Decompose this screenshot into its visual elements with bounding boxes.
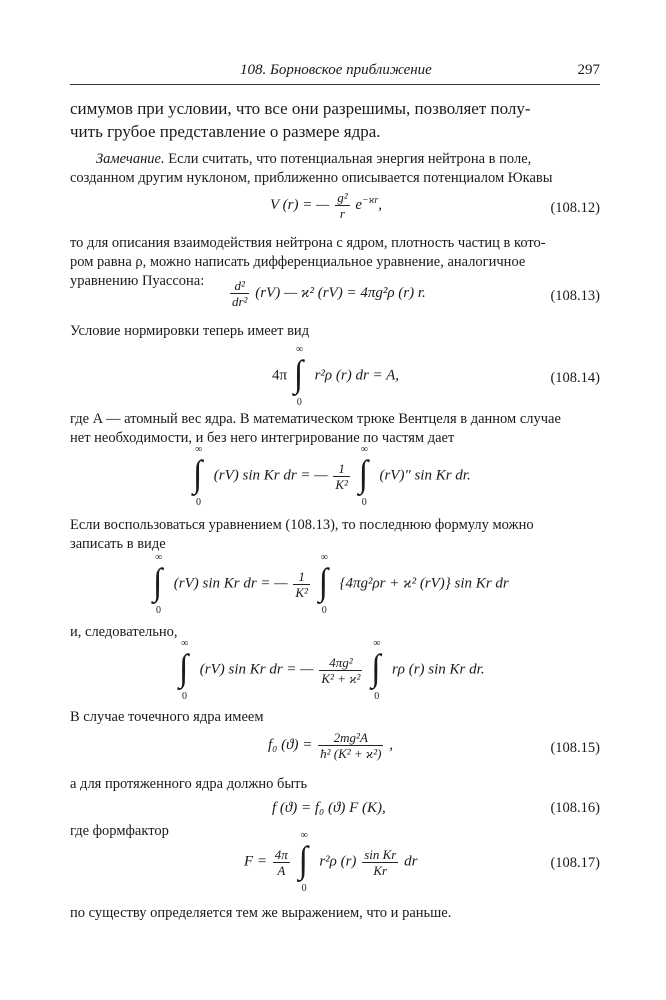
text-line: где A — атомный вес ядра. В математическом трюке Вентцеля в данном случае <box>70 411 561 427</box>
numerator: 4π <box>274 846 288 862</box>
integral-sign: ∞ ∫ 0 <box>358 444 369 508</box>
integral-sign: ∞ ∫ 0 <box>293 344 304 408</box>
denominator: ħ² (K² + ϰ²) <box>320 746 382 761</box>
integral-sign: ∞ ∫ 0 <box>153 552 163 616</box>
numerator: g² <box>337 190 348 205</box>
fraction <box>273 847 290 878</box>
fraction <box>319 655 362 686</box>
text-line: ром равна ρ, можно написать дифференциальное уравнение, аналогичное <box>70 254 526 270</box>
text-fragment: Если считать, что потенциальная энергия нейтрона в поле, <box>164 151 532 167</box>
text-line: уравнению Пуассона: <box>70 273 205 289</box>
section-title: 108. Борновское приближение <box>240 62 432 78</box>
fraction <box>362 847 398 878</box>
integral-sign: ∞ ∫ 0 <box>298 830 308 894</box>
eq-term: (rV) sin Kr dr = — <box>173 575 288 592</box>
equation-number: (108.14) <box>550 370 600 386</box>
eq-term: rρ (r) sin Kr dr. <box>391 661 485 678</box>
paragraph-5 <box>70 410 600 448</box>
fraction <box>318 730 383 761</box>
eq-term: (rV) sin Kr dr = — <box>213 467 328 484</box>
eq-term: F = <box>244 853 268 870</box>
eq-term: (rV) — ϰ² (rV) = 4πg²ρ (r) r. <box>255 284 426 301</box>
text-line: В случае точечного ядра имеем <box>70 709 264 725</box>
denominator: Kr <box>373 862 388 878</box>
fraction <box>293 569 310 600</box>
denominator: K² + ϰ² <box>321 670 361 686</box>
eq-term: , <box>389 736 393 753</box>
integral-sign: ∞ ∫ 0 <box>318 552 329 616</box>
running-header <box>70 62 600 82</box>
equation-number: (108.15) <box>550 740 600 756</box>
integral-sign: ∞ ∫ 0 <box>193 444 203 508</box>
numerator: 1 <box>333 461 350 477</box>
equation-substituted <box>150 552 509 616</box>
numerator: d² <box>230 278 249 294</box>
eq-term: r²ρ (r) dr = A, <box>314 367 400 384</box>
denominator: dr² <box>232 294 248 309</box>
equation-108-12 <box>270 190 382 221</box>
paragraph-9 <box>70 775 600 794</box>
numerator: sin Kr <box>364 846 397 862</box>
eq-term: (rV)″ sin Kr dr. <box>379 467 471 484</box>
eq-term: f (ϑ) = f₀ (ϑ) F (K), <box>272 800 386 816</box>
text-line: записать в виде <box>70 536 166 552</box>
header-rule <box>70 84 600 85</box>
text-line: по существу определяется тем же выражением, что и раньше. <box>70 905 452 921</box>
text-line: нет необходимости, и без него интегрирование по частям дает <box>70 430 455 446</box>
fraction <box>333 461 350 492</box>
eq-term: , <box>378 196 383 213</box>
paragraph-1 <box>70 97 600 143</box>
paragraph-11 <box>70 904 600 923</box>
denominator: r <box>339 206 345 221</box>
eq-term: V (r) = — <box>270 196 330 213</box>
equation-number: (108.17) <box>550 855 600 871</box>
fraction <box>335 190 349 221</box>
eq-term: 4π <box>272 367 288 384</box>
text-line: где формфактор <box>70 823 169 839</box>
text-line: Условие нормировки теперь имеет вид <box>70 323 310 339</box>
text-line <box>70 150 600 169</box>
text-line: то для описания взаимодействия нейтрона с ядром, плотность частиц в кото- <box>70 235 546 251</box>
equation-108-14 <box>272 344 400 408</box>
exponent: −ϰr <box>362 194 379 206</box>
text-line: созданном другим нуклоном, приближенно описывается потенциалом Юкавы <box>70 170 553 186</box>
integral-sign: ∞ ∫ 0 <box>179 638 189 702</box>
numerator: 1 <box>293 569 310 585</box>
equation-result <box>176 638 485 702</box>
eq-term: f₀ (ϑ) = <box>268 736 313 753</box>
equation-108-17 <box>244 830 418 894</box>
page-number: 297 <box>577 62 600 78</box>
text-line: а для протяженного ядра должно быть <box>70 776 308 792</box>
text-line: и, следовательно, <box>70 624 178 640</box>
equation-108-13 <box>228 278 426 309</box>
numerator: 4πg² <box>319 655 362 671</box>
eq-term: e <box>355 196 363 213</box>
remark-label: Замечание. <box>96 151 165 167</box>
denominator: K² <box>335 476 348 492</box>
equation-108-15 <box>268 730 393 761</box>
eq-term: r²ρ (r) <box>319 853 357 870</box>
text-line: чить грубое представление о размере ядра. <box>70 122 381 141</box>
paragraph-4 <box>70 322 600 341</box>
eq-term: dr <box>404 853 418 870</box>
denominator: A <box>277 862 286 878</box>
eq-term: (rV) sin Kr dr = — <box>199 661 314 678</box>
paragraph-7 <box>70 623 600 642</box>
equation-108-16 <box>272 800 386 817</box>
equation-number: (108.13) <box>550 288 600 304</box>
equation-parts <box>190 444 471 508</box>
paragraph-6 <box>70 516 600 554</box>
paragraph-8 <box>70 708 600 727</box>
integral-sign: ∞ ∫ 0 <box>371 638 381 702</box>
numerator: 2mg²A <box>318 730 383 746</box>
eq-term: {4πg²ρr + ϰ² (rV)} sin Kr dr <box>339 575 509 592</box>
fraction <box>230 278 249 309</box>
equation-number: (108.16) <box>550 800 600 816</box>
text-line: Если воспользоваться уравнением (108.13), то последнюю формулу можно <box>70 517 534 533</box>
equation-number: (108.12) <box>550 200 600 216</box>
denominator: K² <box>295 584 308 600</box>
paragraph-remark <box>70 150 600 188</box>
text-line: симумов при условии, что все они разрешимы, позволяет полу- <box>70 99 531 118</box>
